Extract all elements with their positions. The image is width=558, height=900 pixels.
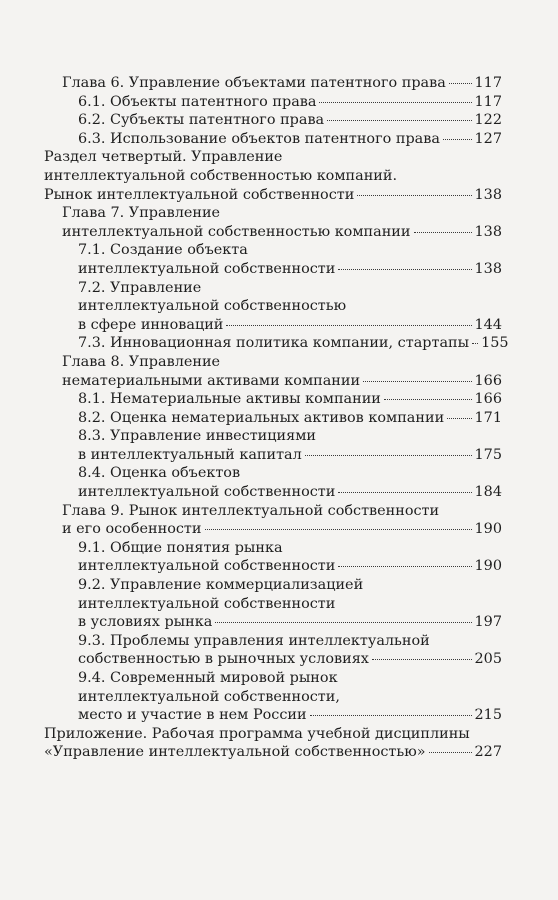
dot-leader	[429, 752, 472, 753]
toc-entry	[44, 576, 502, 632]
toc-page-number: 190	[474, 521, 502, 538]
dot-leader	[319, 102, 471, 103]
toc-page-number: 205	[474, 651, 502, 668]
dot-leader	[414, 232, 472, 233]
toc-entry	[44, 427, 502, 464]
toc-entry	[44, 279, 502, 335]
toc-entry-title-line: Глава 8. Управление	[62, 353, 221, 370]
dot-leader	[472, 343, 478, 344]
toc-entry	[44, 204, 502, 241]
toc-entry-title-line: 9.1. Общие понятия рынка	[78, 539, 283, 556]
toc-entry-title-line: Раздел четвертый. Управление	[44, 149, 283, 166]
toc-page-number: 117	[474, 93, 502, 110]
toc-entry	[44, 111, 502, 130]
toc-entry-title-line: в интеллектуальный капитал	[78, 446, 302, 463]
toc-page-number: 122	[474, 112, 502, 129]
dot-leader	[372, 659, 472, 660]
toc-entry	[44, 334, 509, 353]
dot-leader	[327, 120, 471, 121]
dot-leader	[338, 566, 471, 567]
toc-page-number: 190	[474, 558, 502, 575]
toc-entry-title-line: интеллектуальной собственности	[78, 558, 336, 575]
toc-entry-title-line: Приложение. Рабочая программа учебной дисциплины	[44, 725, 470, 742]
toc-entry-title-line: 8.4. Оценка объектов	[78, 465, 241, 482]
toc-entry-title-line: место и участие в нем России	[78, 707, 307, 724]
toc-entry	[44, 539, 502, 576]
toc-entry-title-line: 6.3. Использование объектов патентного права	[78, 130, 440, 147]
toc-page-number: 117	[474, 75, 502, 91]
toc-entry	[44, 353, 502, 390]
dot-leader	[384, 399, 472, 400]
toc-entry-title-line: интеллектуальной собственности	[78, 484, 336, 501]
toc-entry	[44, 409, 502, 428]
toc-page-number: 184	[474, 484, 502, 501]
dot-leader	[226, 325, 471, 326]
dot-leader	[305, 455, 472, 456]
toc-entry-title-line: интеллектуальной собственностью компании	[62, 223, 411, 240]
dot-leader	[338, 492, 471, 493]
toc-entry-title-line: 9.4. Современный мировой рынок	[78, 670, 338, 686]
toc-page-number: 215	[474, 707, 502, 724]
toc-page-number: 155	[481, 335, 509, 352]
toc-entry	[44, 632, 502, 669]
dot-leader	[443, 139, 472, 140]
toc-entry-title-line: 6.1. Объекты патентного права	[78, 93, 317, 110]
toc-entry	[44, 130, 502, 149]
toc-entry	[44, 725, 502, 762]
toc-entry-title-line: Глава 9. Рынок интеллектуальной собственности	[62, 502, 440, 519]
dot-leader	[310, 715, 472, 716]
toc-entry-title-line: 8.1. Нематериальные активы компании	[78, 391, 381, 408]
toc-entry	[44, 502, 502, 539]
toc-entry-title-line: 8.2. Оценка нематериальных активов компании	[78, 409, 445, 426]
toc-entry-title-line: в сфере инноваций	[78, 316, 224, 333]
toc-page-number: 166	[474, 391, 502, 408]
dot-leader	[338, 269, 471, 270]
toc-entry	[44, 241, 502, 278]
toc-entry-title-line: «Управление интеллектуальной собственностью»	[44, 744, 426, 761]
toc-entry-title-line: 7.1. Создание объекта	[78, 242, 248, 259]
dot-leader	[449, 83, 472, 84]
dot-leader	[357, 195, 471, 196]
toc-page-number: 227	[474, 744, 502, 761]
toc-entry-title-line: 7.3. Инновационная политика компании, стартапы	[78, 335, 470, 352]
toc-entry	[44, 464, 502, 501]
dot-leader	[447, 418, 471, 419]
toc-entry-title-line: и его особенности	[62, 521, 202, 538]
toc-entry	[44, 93, 502, 112]
toc-entry-title-line: в условиях рынка	[78, 614, 213, 631]
toc-entry-title-line: 6.2. Субъекты патентного права	[78, 112, 325, 129]
toc-entry-title-line: Рынок интеллектуальной собственности	[44, 186, 355, 203]
toc-entry	[44, 669, 502, 725]
toc-page-number: 138	[474, 223, 502, 240]
toc-entry-title-line: 7.2. Управление	[78, 279, 202, 296]
toc-entry	[44, 74, 502, 93]
toc-entry-title-line: Глава 7. Управление	[62, 205, 221, 222]
toc-page-number: 166	[474, 372, 502, 389]
toc-entry-title-line: 9.3. Проблемы управления интеллектуальной	[78, 632, 430, 649]
toc-entry-title-line: 9.2. Управление коммерциализацией	[78, 577, 364, 594]
table-of-contents	[44, 74, 509, 762]
toc-entry-title-line: 8.3. Управление инвестициями	[78, 428, 316, 445]
toc-entry-title-line: интеллектуальной собственности	[78, 595, 336, 612]
toc-page-number: 127	[474, 130, 502, 147]
toc-entry-title-line: собственностью в рыночных условиях	[78, 651, 369, 668]
toc-entry-title-line: Глава 6. Управление объектами патентного права	[62, 75, 446, 91]
dot-leader	[205, 529, 472, 530]
toc-entry-title-line: интеллектуальной собственностью компаний.	[44, 167, 398, 184]
dot-leader	[215, 622, 471, 623]
toc-page-number: 175	[474, 446, 502, 463]
dot-leader	[363, 381, 471, 382]
toc-entry-title-line: интеллектуальной собственностью	[78, 298, 347, 315]
toc-entry-title-line: интеллектуальной собственности,	[78, 688, 340, 705]
toc-page-number: 197	[474, 614, 502, 631]
toc-entry-title-line: нематериальными активами компании	[62, 372, 361, 389]
toc-entry	[44, 390, 502, 409]
toc-page-number: 144	[474, 316, 502, 333]
toc-entry	[44, 148, 502, 204]
toc-entry-title-line: интеллектуальной собственности	[78, 260, 336, 277]
toc-page-number: 138	[474, 260, 502, 277]
toc-page-number: 138	[474, 186, 502, 203]
toc-page-number: 171	[474, 409, 502, 426]
